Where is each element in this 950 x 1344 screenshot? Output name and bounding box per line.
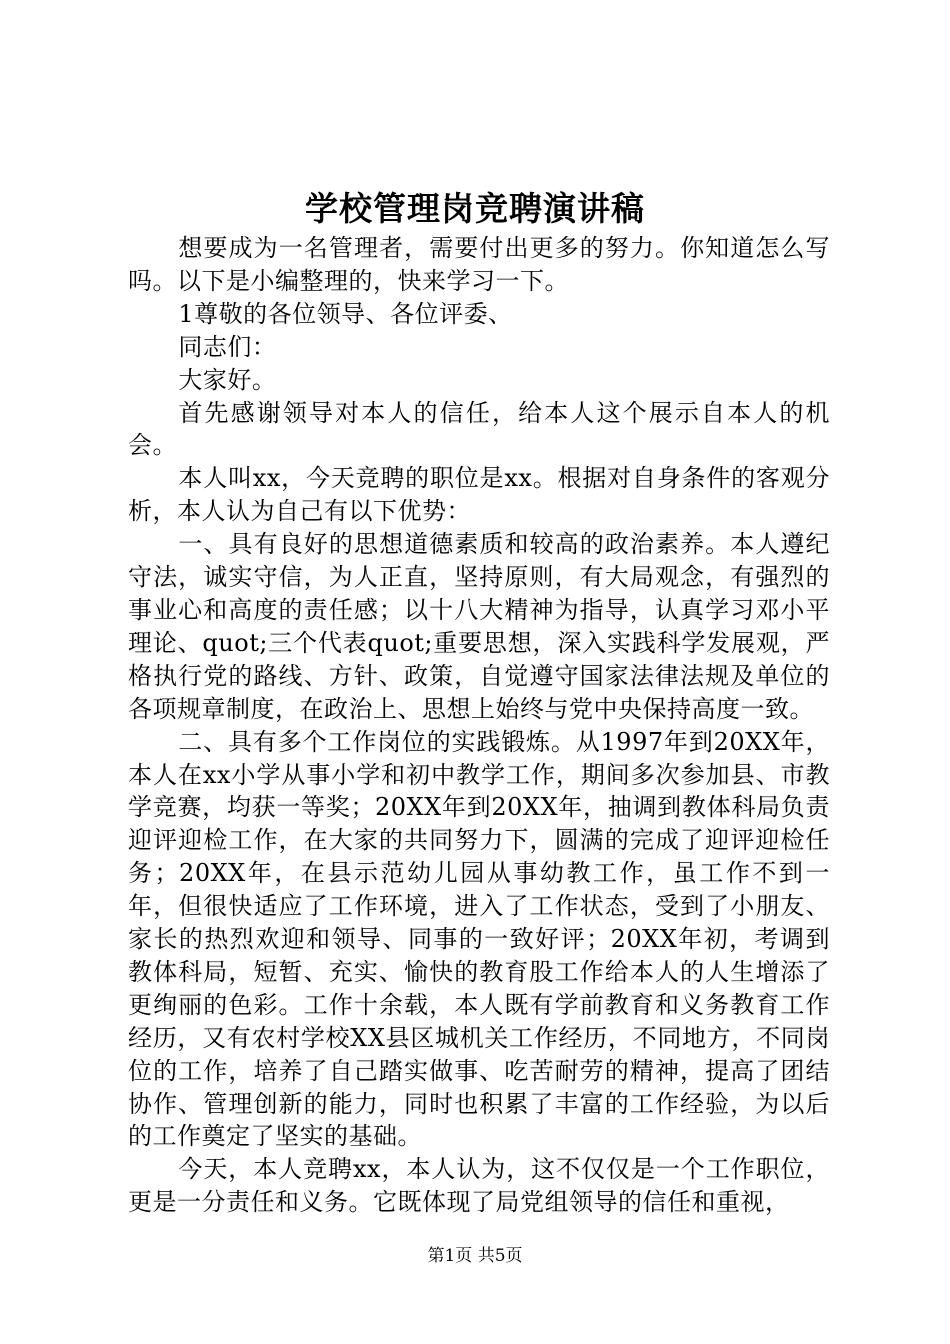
document-title: 学校管理岗竞聘演讲稿 [305, 189, 645, 228]
paragraph-thanks: 首先感谢领导对本人的信任，给本人这个展示自本人的机会。 [128, 398, 830, 460]
paragraph-advantage-1: 一、具有良好的思想道德素质和较高的政治素养。本人遵纪守法，诚实守信，为人正直，坚持原则，有大局观念，有强烈的事业心和高度的责任感；以十八大精神为指导，认真学习邓小平理论、quot;三个代表quot;重要思想，深入实践科学发展观，严格执行党的路线、方针、政策，自觉遵守国家法律法规及单位的各项规章制度，在政治上、思想上始终与党中央保持高度一致。 [128, 530, 830, 723]
paragraph-advantage-2: 二、具有多个工作岗位的实践锻炼。从1997年到20XX年，本人在xx小学从事小学和初中教学工作，期间多次参加县、市教学竞赛，均获一等奖；20XX年到20XX年，抽调到教体科局负责迎评迎检工作，在大家的共同努力下，圆满的完成了迎评迎检任务；20XX年，在县示范幼儿园从事幼教工作，虽工作不到一年，但很快适应了工作环境，进入了工作状态，受到了小朋友、家长的热烈欢迎和领导、同事的一致好评；20XX年初，考调到教体科局，短暂、充实、愉快的教育股工作给本人的人生增添了更绚丽的色彩。工作十余载，本人既有学前教育和义务教育工作经历，又有农村学校XX县区城机关工作经历，不同地方，不同岗位的工作，培养了自己踏实做事、吃苦耐劳的精神，提高了团结协作、管理创新的能力，同时也积累了丰富的工作经验，为以后的工作奠定了坚实的基础。 [128, 727, 830, 1151]
paragraph-self-intro: 本人叫xx，今天竞聘的职位是xx。根据对自身条件的客观分析，本人认为自己有以下优势： [128, 464, 830, 526]
paragraph-intro: 想要成为一名管理者，需要付出更多的努力。你知道怎么写吗。以下是小编整理的，快来学习一下。 [128, 234, 830, 295]
paragraph-greeting: 大家好。 [178, 365, 277, 394]
paragraph-salutation: 1尊敬的各位领导、各位评委、 [178, 299, 513, 328]
paragraph-today: 今天，本人竞聘xx，本人认为，这不仅仅是一个工作职位，更是一分责任和义务。它既体现了局党组领导的信任和重视， [128, 1155, 830, 1217]
document-body [128, 232, 830, 1219]
page-footer: 第1页 共5页 [427, 1246, 523, 1266]
paragraph-comrades: 同志们： [178, 332, 277, 361]
